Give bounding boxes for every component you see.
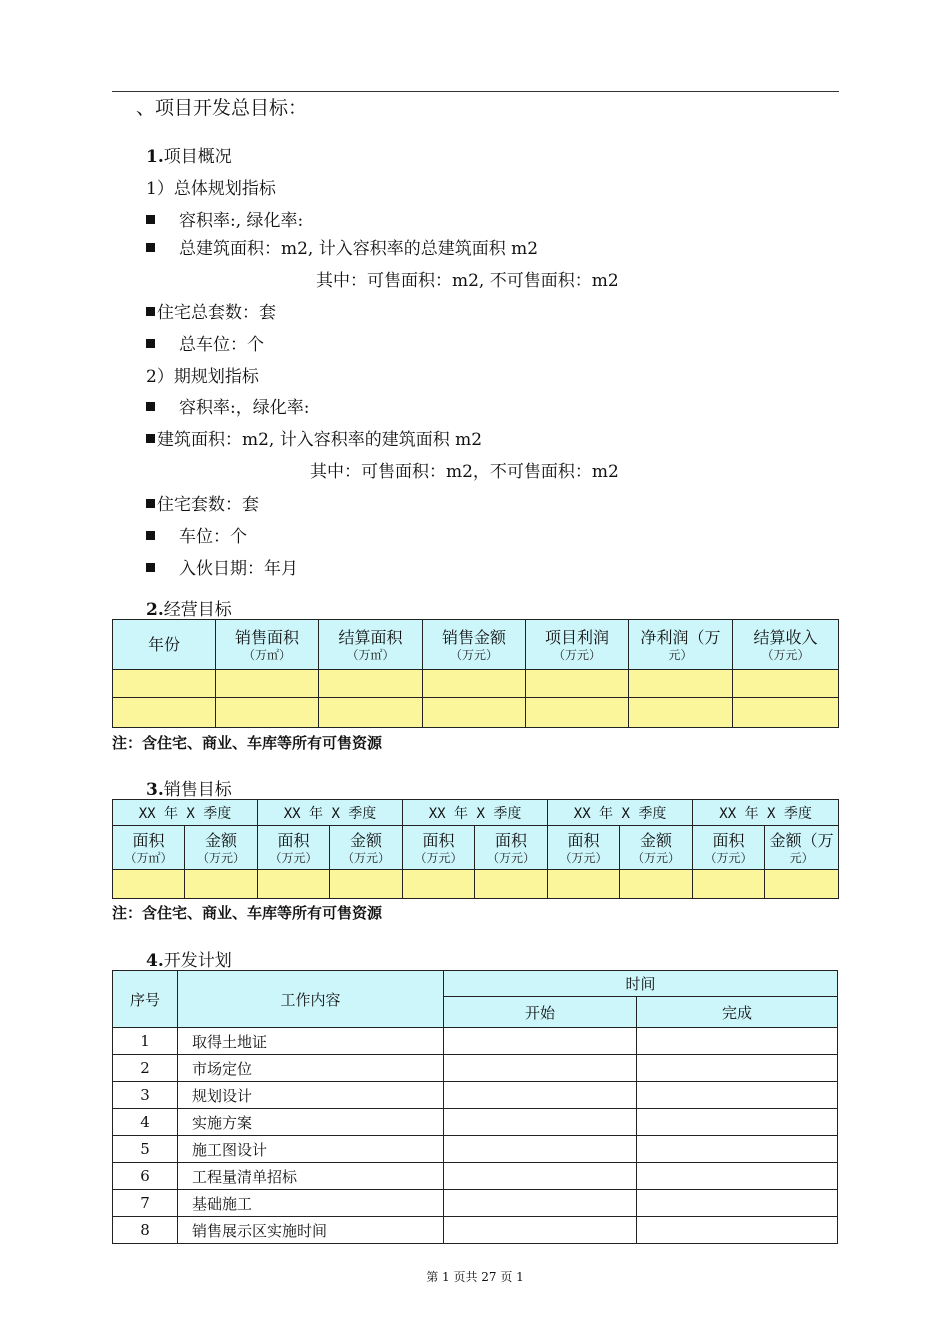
- overall-plan-subtitle: 1）总体规划指标: [146, 179, 276, 199]
- table-row: [113, 670, 839, 698]
- bullet-phase-units: 住宅套数：套: [146, 490, 259, 515]
- table-cell[interactable]: [319, 698, 423, 728]
- row-work: 基础施工: [178, 1190, 444, 1217]
- start-cell[interactable]: [444, 1217, 637, 1244]
- sub-header-cell: 面积 （万元）: [403, 826, 475, 870]
- quarter-header: XX 年 X 季度: [403, 800, 548, 826]
- start-cell[interactable]: [444, 1136, 637, 1163]
- table-cell[interactable]: [403, 870, 475, 899]
- table-cell[interactable]: [319, 670, 423, 698]
- phase-plan-subtitle: 2）期规划指标: [146, 367, 259, 387]
- header-time: 时间: [444, 971, 838, 997]
- table-cell[interactable]: [548, 870, 620, 899]
- sub-header-cell: 面积 （万元）: [693, 826, 765, 870]
- header-no: 序号: [113, 971, 178, 1028]
- saleable-area-line: 其中：可售面积：m2, 不可售面积：m2: [316, 271, 619, 291]
- end-cell[interactable]: [637, 1190, 838, 1217]
- table-row: [113, 698, 839, 728]
- table-cell[interactable]: [526, 670, 629, 698]
- end-cell[interactable]: [637, 1136, 838, 1163]
- row-number: 8: [113, 1217, 178, 1244]
- phase-saleable-line: 其中：可售面积：m2，不可售面积：m2: [310, 462, 619, 482]
- table-cell[interactable]: [620, 870, 693, 899]
- square-bullet-icon: [146, 215, 155, 224]
- quarter-header: XX 年 X 季度: [258, 800, 403, 826]
- end-cell[interactable]: [637, 1109, 838, 1136]
- bullet-far-green: 容积率:, 绿化率:: [146, 206, 303, 231]
- sales-target-note: 注：含住宅、商业、车库等所有可售资源: [112, 904, 383, 922]
- bullet-total-area: 总建筑面积：m2, 计入容积率的总建筑面积 m2: [146, 234, 538, 259]
- end-cell[interactable]: [637, 1055, 838, 1082]
- square-bullet-icon: [146, 499, 155, 508]
- table-cell[interactable]: [216, 670, 319, 698]
- row-number: 2: [113, 1055, 178, 1082]
- square-bullet-icon: [146, 339, 155, 348]
- table-cell[interactable]: [423, 698, 526, 728]
- table-cell[interactable]: [330, 870, 403, 899]
- row-work: 工程量清单招标: [178, 1163, 444, 1190]
- header-rule: [112, 91, 839, 92]
- quarter-header: XX 年 X 季度: [548, 800, 693, 826]
- row-number: 7: [113, 1190, 178, 1217]
- start-cell[interactable]: [444, 1055, 637, 1082]
- header-project-profit: 项目利润 （万元）: [526, 620, 629, 670]
- square-bullet-icon: [146, 307, 155, 316]
- row-number: 6: [113, 1163, 178, 1190]
- development-plan-table: [112, 970, 838, 1244]
- section-1-title: 1.项目概况: [146, 147, 232, 167]
- table-cell[interactable]: [185, 870, 258, 899]
- end-cell[interactable]: [637, 1163, 838, 1190]
- bullet-phase-far: 容积率:，绿化率:: [146, 393, 309, 418]
- table-cell[interactable]: [733, 670, 839, 698]
- quarter-header: XX 年 X 季度: [113, 800, 258, 826]
- header-net-profit: 净利润（万 元）: [629, 620, 733, 670]
- sub-header-cell: 金额 （万元）: [620, 826, 693, 870]
- table-cell[interactable]: [629, 698, 733, 728]
- table-cell[interactable]: [475, 870, 548, 899]
- table-cell[interactable]: [693, 870, 765, 899]
- row-number: 1: [113, 1028, 178, 1055]
- page-footer: 第 1 页共 27 页 1: [426, 1270, 524, 1284]
- square-bullet-icon: [146, 563, 155, 572]
- section-2-title: 2.经营目标: [146, 600, 232, 620]
- table-cell[interactable]: [733, 698, 839, 728]
- row-work: 销售展示区实施时间: [178, 1217, 444, 1244]
- row-number: 3: [113, 1082, 178, 1109]
- table-cell[interactable]: [113, 698, 216, 728]
- sub-header-cell: 面积 （万元）: [475, 826, 548, 870]
- section-heading: 、项目开发总目标：: [136, 97, 308, 119]
- header-settled-area: 结算面积 （万㎡）: [319, 620, 423, 670]
- sub-header-row: [113, 826, 839, 870]
- table-row: [113, 870, 839, 899]
- table-row: [113, 1082, 838, 1109]
- header-work: 工作内容: [178, 971, 444, 1028]
- row-work: 施工图设计: [178, 1136, 444, 1163]
- header-start: 开始: [444, 997, 637, 1028]
- row-number: 4: [113, 1109, 178, 1136]
- sub-header-cell: 金额 （万元）: [330, 826, 403, 870]
- row-work: 市场定位: [178, 1055, 444, 1082]
- start-cell[interactable]: [444, 1190, 637, 1217]
- start-cell[interactable]: [444, 1082, 637, 1109]
- quarter-header-row: [113, 800, 839, 826]
- section-3-title: 3.销售目标: [146, 780, 232, 800]
- row-work: 规划设计: [178, 1082, 444, 1109]
- square-bullet-icon: [146, 531, 155, 540]
- table-cell[interactable]: [423, 670, 526, 698]
- table-cell[interactable]: [113, 670, 216, 698]
- header-end: 完成: [637, 997, 838, 1028]
- table-row: [113, 1028, 838, 1055]
- bullet-total-parking: 总车位：个: [146, 330, 264, 355]
- row-work: 取得土地证: [178, 1028, 444, 1055]
- bullet-move-in-date: 入伙日期：年月: [146, 554, 298, 579]
- table-cell[interactable]: [113, 870, 185, 899]
- end-cell[interactable]: [637, 1082, 838, 1109]
- sales-target-table: [112, 799, 839, 899]
- start-cell[interactable]: [444, 1109, 637, 1136]
- sub-header-cell: 金额（万 元）: [765, 826, 839, 870]
- table-row: [113, 1109, 838, 1136]
- square-bullet-icon: [146, 434, 155, 443]
- start-cell[interactable]: [444, 1163, 637, 1190]
- plan-header-row: [113, 971, 838, 997]
- table-cell[interactable]: [216, 698, 319, 728]
- table-row: [113, 1217, 838, 1244]
- bullet-total-units: 住宅总套数：套: [146, 298, 276, 323]
- table-cell[interactable]: [629, 670, 733, 698]
- end-cell[interactable]: [637, 1028, 838, 1055]
- operating-target-note: 注：含住宅、商业、车库等所有可售资源: [112, 734, 383, 752]
- header-year: 年份: [113, 620, 216, 670]
- square-bullet-icon: [146, 402, 155, 411]
- sub-header-cell: 面积 （万㎡）: [113, 826, 185, 870]
- bullet-phase-parking: 车位：个: [146, 522, 247, 547]
- section-4-title: 4.开发计划: [146, 951, 232, 971]
- table-row: [113, 1163, 838, 1190]
- start-cell[interactable]: [444, 1028, 637, 1055]
- table-row: [113, 1190, 838, 1217]
- bullet-phase-area: 建筑面积：m2, 计入容积率的建筑面积 m2: [146, 425, 482, 450]
- sub-header-cell: 面积 （万元）: [258, 826, 330, 870]
- sub-header-cell: 面积 （万元）: [548, 826, 620, 870]
- table-cell[interactable]: [765, 870, 839, 899]
- sub-header-cell: 金额 （万元）: [185, 826, 258, 870]
- table-header-row: [113, 620, 839, 670]
- operating-target-table: [112, 619, 839, 728]
- end-cell[interactable]: [637, 1217, 838, 1244]
- row-number: 5: [113, 1136, 178, 1163]
- table-cell[interactable]: [526, 698, 629, 728]
- quarter-header: XX 年 X 季度: [693, 800, 839, 826]
- table-row: [113, 1136, 838, 1163]
- header-sales-area: 销售面积 （万㎡）: [216, 620, 319, 670]
- table-row: [113, 1055, 838, 1082]
- header-settled-income: 结算收入 （万元）: [733, 620, 839, 670]
- row-work: 实施方案: [178, 1109, 444, 1136]
- header-sales-amount: 销售金额 （万元）: [423, 620, 526, 670]
- square-bullet-icon: [146, 243, 155, 252]
- table-cell[interactable]: [258, 870, 330, 899]
